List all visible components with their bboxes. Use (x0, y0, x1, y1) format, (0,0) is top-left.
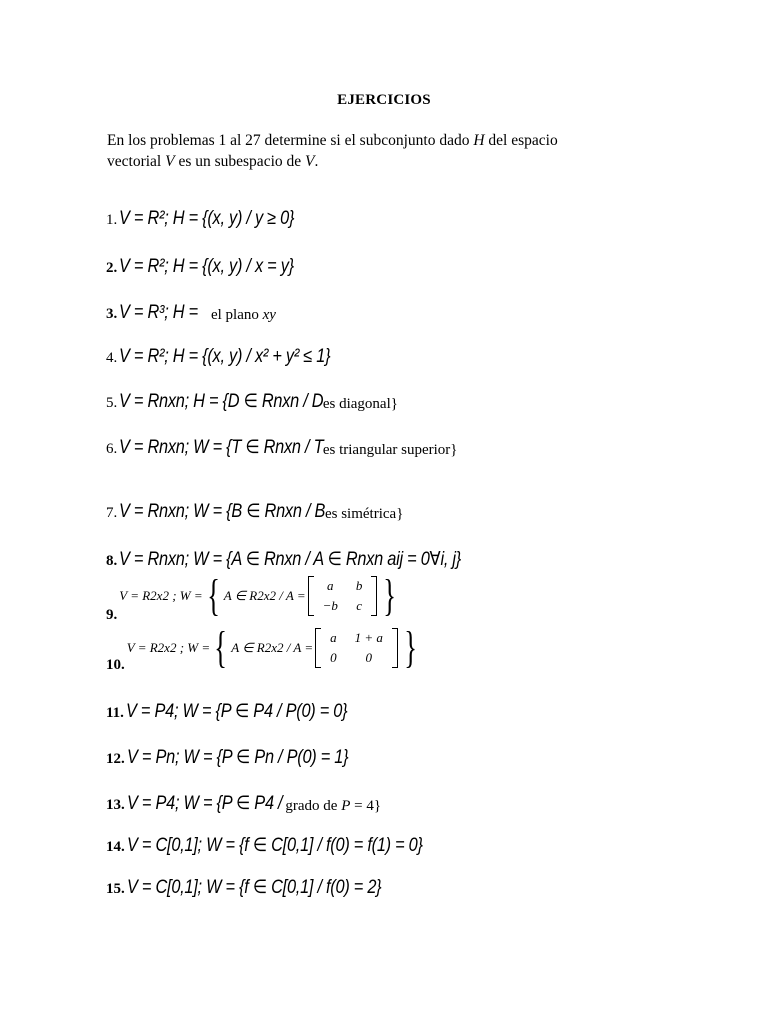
matrix-cell: 1 + a (354, 630, 383, 645)
problem-number: 5. (106, 395, 118, 411)
problem-text: es diagonal} (322, 396, 398, 412)
problem-10 (106, 623, 421, 676)
problem-7 (106, 500, 403, 523)
problem-expression: V = R²; H = {(x, y) / y ≥ 0} (119, 208, 295, 229)
problem-expression: V = C[0,1]; W = {f ∈ C[0,1] / f(0) = f(1) = 0} (126, 835, 423, 856)
left-brace: { (214, 623, 228, 672)
intro-text-2c: . (314, 153, 319, 170)
problem-expression: V = R³; H = (119, 302, 199, 323)
left-brace: { (206, 571, 220, 620)
problem-middle: A ∈ R2x2 / A = (223, 588, 306, 603)
problem-12 (106, 746, 384, 769)
problem-number: 1. (106, 212, 118, 228)
problem-text: el plano xy (210, 307, 276, 323)
right-brace: } (404, 623, 417, 672)
problem-15 (106, 876, 423, 899)
problem-expression: V = C[0,1]; W = {f ∈ C[0,1] / f(0) = 2} (126, 877, 382, 898)
problem-expression: V = Pn; W = {P ∈ Pn / P(0) = 1} (126, 747, 349, 768)
problem-number: 8. (106, 553, 118, 569)
matrix-cell: b (355, 578, 363, 593)
problem-expression: V = Rnxn; W = {A ∈ Rnxn / A ∈ Rnxn aij = 0∀i, j} (119, 549, 462, 570)
matrix-cell: a (327, 578, 334, 593)
problem-number: 7. (106, 505, 118, 521)
problem-number: 2. (106, 260, 118, 276)
matrix-cell: −b (322, 598, 338, 613)
problem-number: 6. (106, 441, 118, 457)
problem-expression: V = R²; H = {(x, y) / x = y} (119, 256, 295, 277)
problem-number: 11. (106, 705, 124, 721)
problem-expression (126, 623, 421, 672)
problem-expression: V = P4; W = {P ∈ P4 / (126, 793, 283, 814)
problem-11 (106, 700, 383, 723)
intro-text-1a: En los problemas 1 al 27 determine si el subconjunto dado (107, 132, 474, 149)
problem-number: 13. (106, 797, 125, 813)
problem-expression: V = R²; H = {(x, y) / x² + y² ≤ 1} (119, 346, 331, 367)
problem-number: 9. (106, 607, 118, 623)
problem-3 (106, 302, 276, 324)
problem-text: es triangular superior} (322, 442, 458, 458)
matrix-cell: a (330, 630, 337, 645)
page-title: EJERCICIOS (337, 92, 431, 108)
intro-var-v2: V (305, 153, 315, 170)
problem-number: 10. (106, 657, 125, 673)
problem-2 (106, 256, 323, 278)
problem-6 (106, 436, 458, 459)
problem-9 (106, 571, 401, 626)
matrix-cell: 0 (365, 650, 372, 665)
intro-paragraph (107, 130, 667, 172)
problem-expression: V = Rnxn; H = {D ∈ Rnxn / D (119, 391, 324, 412)
problem-text: es simétrica} (324, 506, 404, 522)
matrix (315, 628, 398, 668)
problem-number: 3. (106, 306, 118, 322)
problem-13 (106, 792, 381, 815)
intro-var-h: H (473, 132, 485, 149)
problem-text: grado de P = 4} (285, 798, 382, 814)
problem-expression (119, 571, 400, 620)
problem-number: 12. (106, 751, 125, 767)
problem-expression: V = P4; W = {P ∈ P4 / P(0) = 0} (125, 701, 348, 722)
problem-14 (106, 834, 471, 857)
problem-prefix: V = R2x2 ; W = (119, 588, 203, 603)
problem-number: 14. (106, 839, 125, 855)
intro-text-2a: vectorial (107, 153, 166, 170)
problem-prefix: V = R2x2 ; W = (126, 640, 211, 655)
intro-var-v: V (165, 153, 175, 170)
problem-8 (106, 548, 517, 571)
problem-5 (106, 390, 398, 413)
problem-4 (106, 346, 365, 368)
problem-number: 15. (106, 881, 125, 897)
right-brace: } (383, 571, 397, 620)
problem-expression: V = Rnxn; W = {B ∈ Rnxn / B (119, 501, 326, 522)
problem-1 (106, 208, 323, 230)
problem-middle: A ∈ R2x2 / A = (231, 640, 314, 655)
matrix-cell: c (356, 598, 363, 613)
intro-text-2b: es un subespacio de (174, 153, 306, 170)
matrix (308, 576, 378, 616)
problem-expression: V = Rnxn; W = {T ∈ Rnxn / T (119, 437, 324, 458)
problem-number: 4. (106, 350, 118, 366)
matrix-cell: 0 (330, 650, 337, 665)
intro-text-1b: del espacio (484, 132, 558, 149)
